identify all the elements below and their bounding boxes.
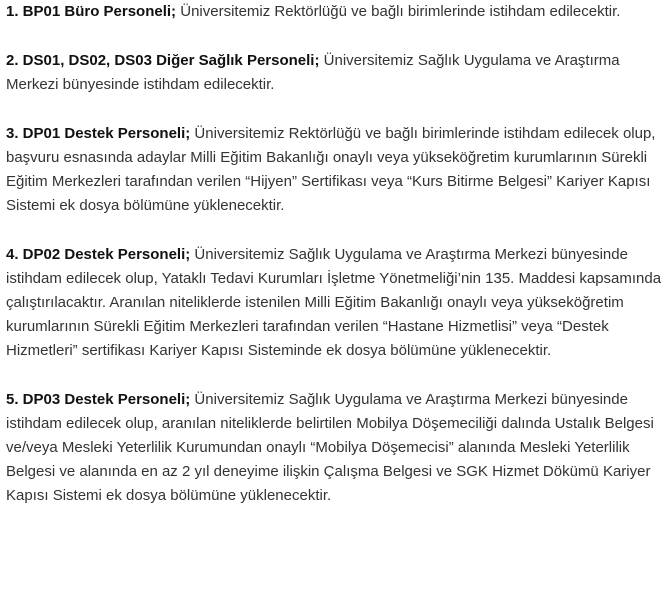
item-label: 5. DP03 Destek Personeli;	[6, 391, 191, 408]
item-text: Üniversitemiz Rektörlüğü ve bağlı birimlerinde istihdam edilecektir.	[176, 3, 621, 20]
item-text: Üniversitemiz Rektörlüğü ve bağlı birimlerinde istihdam edilecek olup, başvuru esnasında adaylar Milli Eğitim Bakanlığı onaylı veya yükseköğretim kurumlarının Sürekli Eğitim Merkezleri tarafından verilen “Hijyen” Sertifikası veya “Kurs Bitirme Belgesi” Kariyer Kapısı Sistemi ek dosya bölümüne yüklenecektir.	[6, 125, 656, 214]
item-label: 1. BP01 Büro Personeli;	[6, 3, 177, 20]
item-text: Üniversitemiz Sağlık Uygulama ve Araştırma Merkezi bünyesinde istihdam edilecektir.	[6, 52, 620, 93]
item-label: 4. DP02 Destek Personeli;	[6, 246, 191, 263]
list-item-dp03	[6, 388, 666, 508]
list-item-dp01	[6, 122, 666, 218]
document-body	[6, 0, 666, 533]
list-item-bp01	[6, 0, 666, 24]
list-item-ds01	[6, 49, 666, 97]
item-label: 2. DS01, DS02, DS03 Diğer Sağlık Personeli;	[6, 52, 320, 69]
item-label: 3. DP01 Destek Personeli;	[6, 125, 191, 142]
item-text: Üniversitemiz Sağlık Uygulama ve Araştırma Merkezi bünyesinde istihdam edilecek olup, Yataklı Tedavi Kurumları İşletme Yönetmeliği’nin 135. Maddesi kapsamında çalıştırılacaktır. Aranılan niteliklerde istenilen Milli Eğitim Bakanlığı onaylı veya yükseköğretim kurumlarının Sürekli Eğitim Merkezleri tarafından verilen “Hastane Hizmetlisi” veya “Destek Hizmetleri” sertifikası Kariyer Kapısı Sisteminde ek dosya bölümüne yüklenecektir.	[6, 246, 662, 359]
list-item-dp02	[6, 243, 666, 363]
item-text: Üniversitemiz Sağlık Uygulama ve Araştırma Merkezi bünyesinde istihdam edilecek olup, aranılan niteliklerde belirtilen Mobilya Döşemeciliği dalında Ustalık Belgesi ve/veya Mesleki Yeterlilik Kurumundan onaylı “Mobilya Döşemecisi” alanında Mesleki Yeterlilik Belgesi ve alanında en az 2 yıl deneyime ilişkin Çalışma Belgesi ve SGK Hizmet Dökümü Kariyer Kapısı Sistemi ek dosya bölümüne yüklenecektir.	[6, 391, 654, 504]
